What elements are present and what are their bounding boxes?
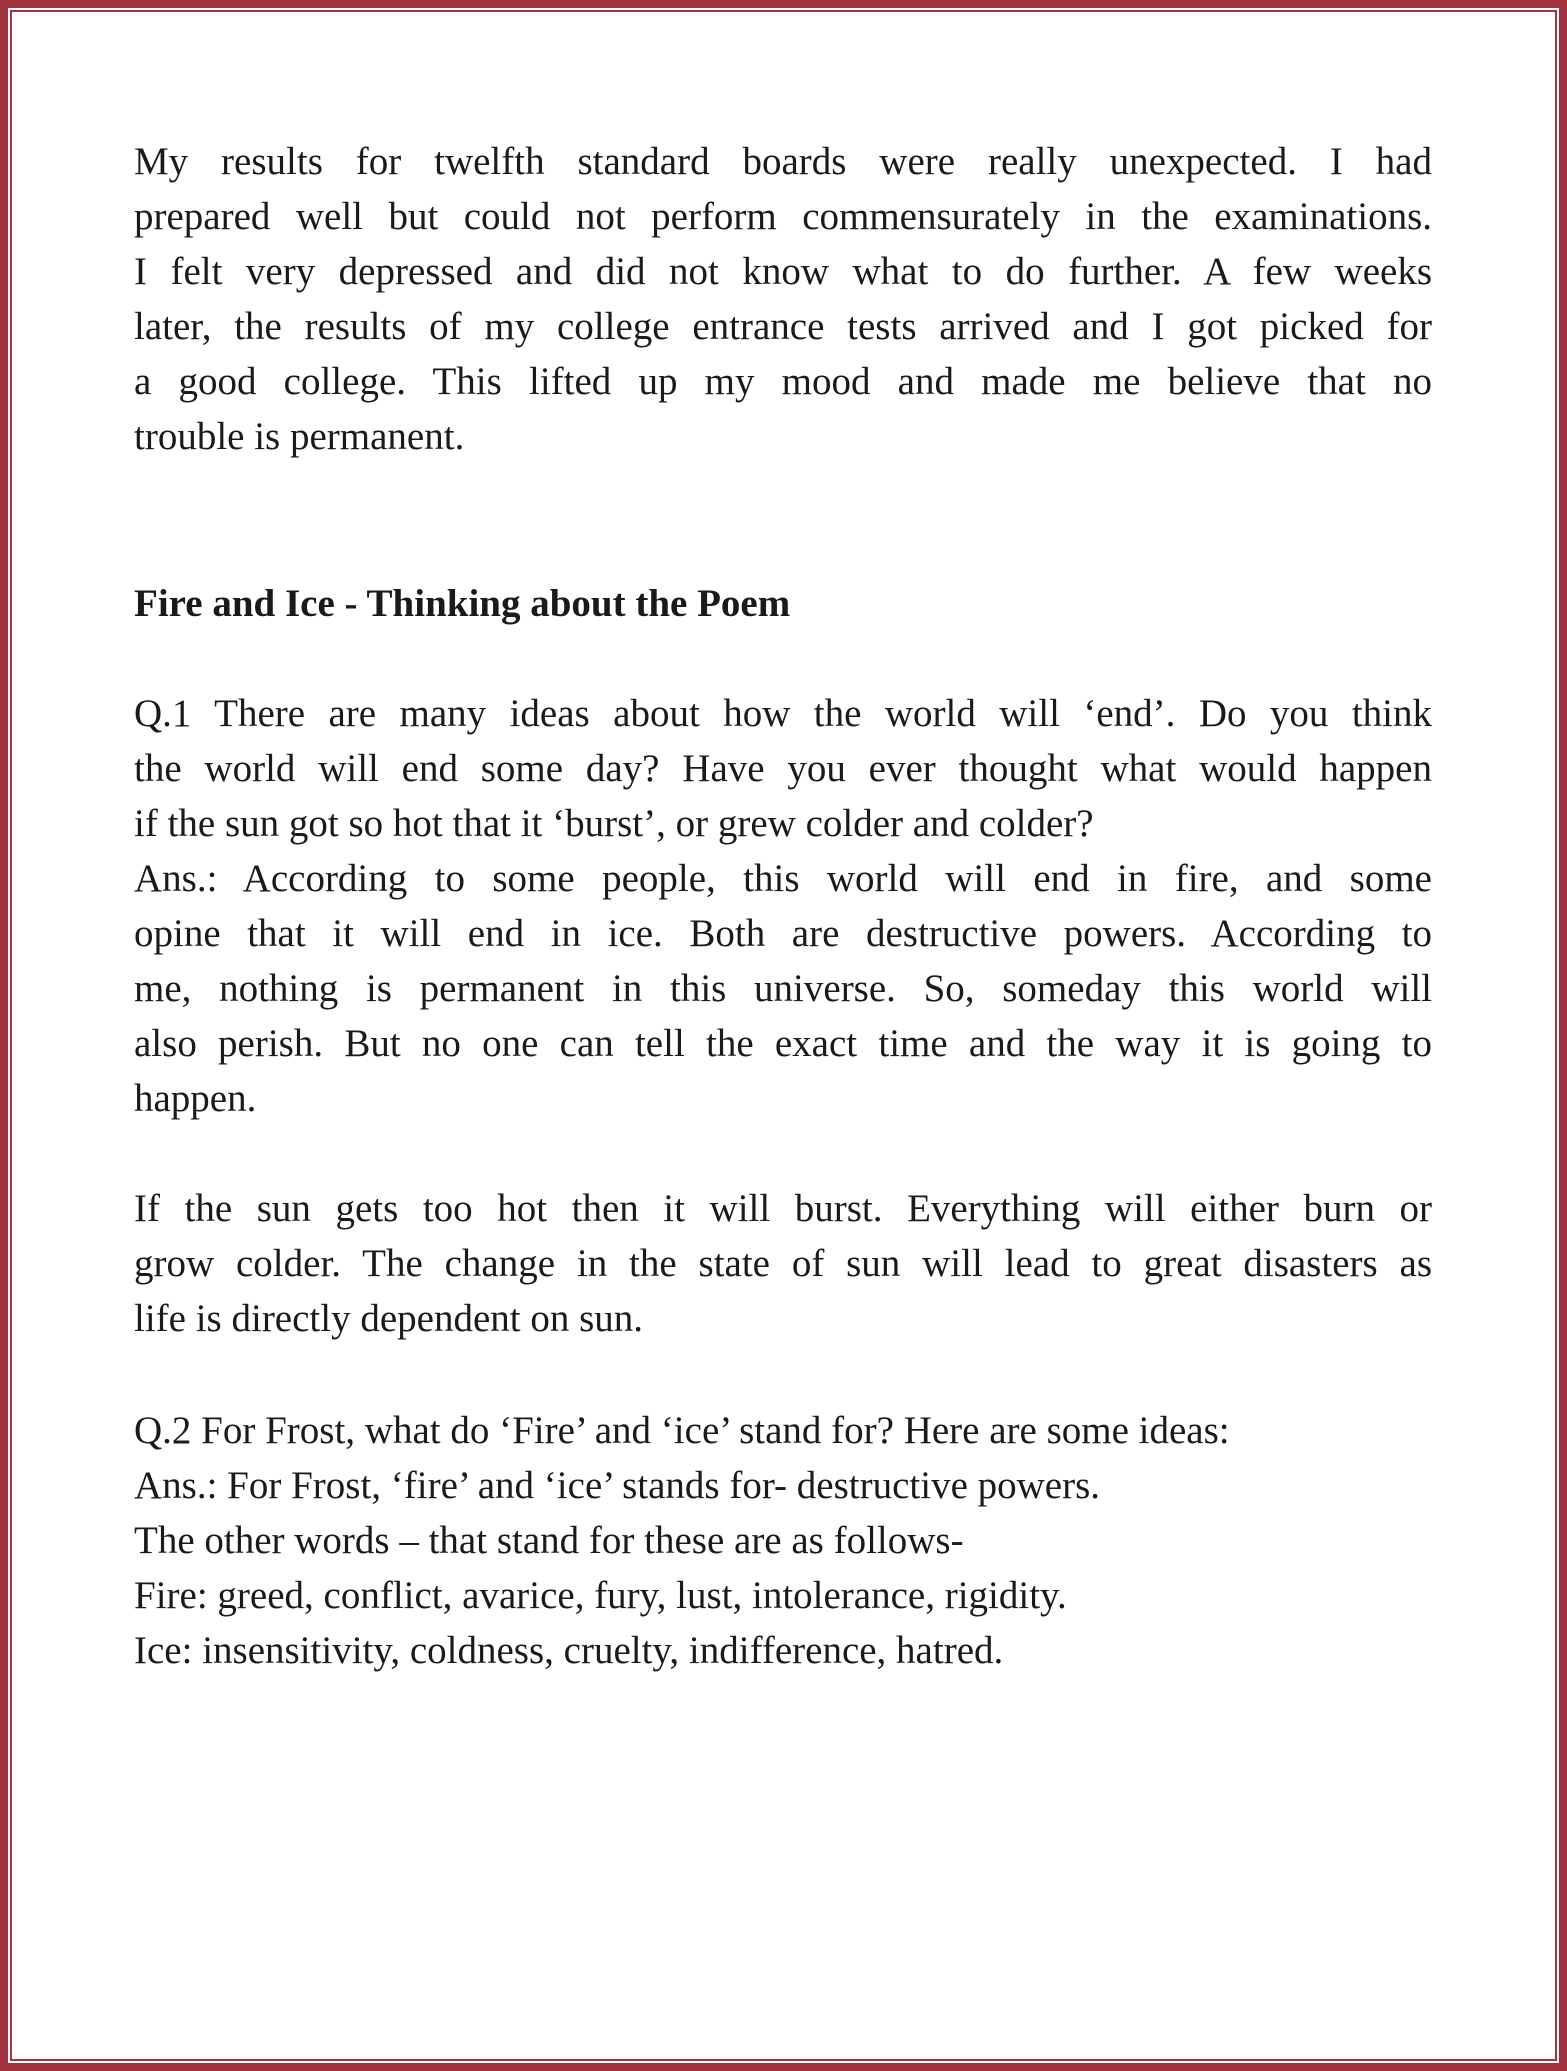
section-heading: Fire and Ice - Thinking about the Poem bbox=[134, 582, 791, 625]
question-line: Q.2 For Frost, what do ‘Fire’ and ‘ice’ stand for? Here are some ideas: bbox=[134, 1409, 1230, 1452]
text-line: later, the results of my college entrance tests arrived and I got picked for bbox=[134, 305, 1432, 348]
answer-line: If the sun gets too hot then it will burst. Everything will either burn or bbox=[134, 1187, 1432, 1230]
answer-line: Ans.: According to some people, this world will end in fire, and some bbox=[134, 857, 1432, 900]
answer-line: The other words – that stand for these are as follows- bbox=[134, 1519, 964, 1562]
answer-line: Fire: greed, conflict, avarice, fury, lust, intolerance, rigidity. bbox=[134, 1574, 1067, 1617]
text-line: prepared well but could not perform commensurately in the examinations. bbox=[134, 195, 1432, 238]
answer-line: also perish. But no one can tell the exact time and the way it is going to bbox=[134, 1022, 1432, 1065]
question-line: if the sun got so hot that it ‘burst’, or grew colder and colder? bbox=[134, 802, 1094, 845]
text-line: trouble is permanent. bbox=[134, 415, 465, 458]
answer-line: happen. bbox=[134, 1077, 257, 1120]
answer-line: grow colder. The change in the state of sun will lead to great disasters as bbox=[134, 1242, 1432, 1285]
answer-line: Ans.: For Frost, ‘fire’ and ‘ice’ stands for- destructive powers. bbox=[134, 1464, 1101, 1507]
answer-line: life is directly dependent on sun. bbox=[134, 1297, 644, 1340]
answer-line: Ice: insensitivity, coldness, cruelty, indifference, hatred. bbox=[134, 1629, 1004, 1672]
answer-line: opine that it will end in ice. Both are destructive powers. According to bbox=[134, 912, 1432, 955]
answer-line: me, nothing is permanent in this universe. So, someday this world will bbox=[134, 967, 1432, 1010]
text-line: I felt very depressed and did not know what to do further. A few weeks bbox=[134, 250, 1432, 293]
text-line: a good college. This lifted up my mood and made me believe that no bbox=[134, 360, 1432, 403]
question-line: the world will end some day? Have you ever thought what would happen bbox=[134, 747, 1432, 790]
text-line: My results for twelfth standard boards were really unexpected. I had bbox=[134, 140, 1432, 183]
question-line: Q.1 There are many ideas about how the world will ‘end’. Do you think bbox=[134, 692, 1432, 735]
